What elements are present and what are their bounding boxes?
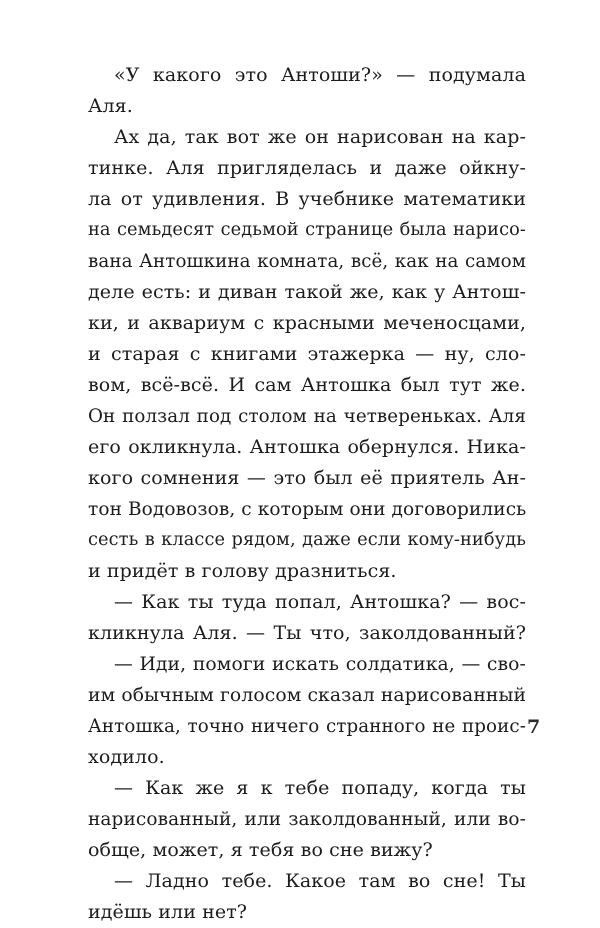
text-line: «У какого это Антоши?» — подумала (114, 64, 526, 86)
text-line: обще, может, я тебя во сне вижу? (88, 839, 433, 861)
text-line: кого сомнения — это был её приятель Ан- (88, 467, 526, 489)
text-line: вом, всё-всё. И сам Антошка был тут же. (88, 374, 526, 396)
text-line: вана Антошкина комната, всё, как на самом (88, 251, 526, 272)
body-text (88, 60, 526, 928)
text-line: деле есть: и диван такой же, как у Антош- (88, 281, 526, 303)
text-line: и старая с книгами этажерка — ну, сло- (88, 343, 526, 365)
text-line: тон Водовозов, с которым они договорились (88, 499, 527, 520)
text-line: — Как же я к тебе попаду, когда ты (114, 777, 526, 799)
text-line: — Как ты туда попал, Антошка? — вос- (114, 591, 526, 613)
page-number: 7 (527, 716, 541, 738)
text-line: кликнула Аля. — Ты что, заколдованный? (88, 622, 526, 644)
text-line: его окликнула. Антошка обернулся. Ника- (88, 436, 526, 458)
text-line: и придёт в голову дразниться. (88, 560, 397, 582)
text-line: — Иди, помоги искать солдатика, — сво- (114, 654, 526, 675)
text-line: Антошка, точно ничего странного не проис- (88, 716, 526, 737)
text-line: ки, и аквариум с красными меченосцами, (88, 312, 526, 334)
text-line: Аля. (88, 95, 133, 117)
text-line: им обычным голосом сказал нарисованный (88, 685, 527, 706)
text-line: — Ладно тебе. Какое там во сне! Ты (114, 870, 526, 892)
text-line: тинке. Аля пригляделась и даже ойкну- (88, 157, 526, 179)
text-line: идёшь или нет? (88, 901, 248, 923)
text-line: Он ползал под столом на четвереньках. Аля (88, 406, 526, 427)
text-line: ходило. (88, 746, 165, 768)
text-line: ла от удивления. В учебнике математики (88, 188, 526, 210)
text-line: сесть в классе рядом, даже если кому-нибудь (88, 530, 526, 550)
text-line: на семьдесят седьмой странице была нарисо- (88, 220, 526, 240)
text-line: Ах да, так вот же он нарисован на кар- (114, 126, 526, 148)
text-line: нарисованный, или заколдованный, или во- (88, 809, 526, 830)
